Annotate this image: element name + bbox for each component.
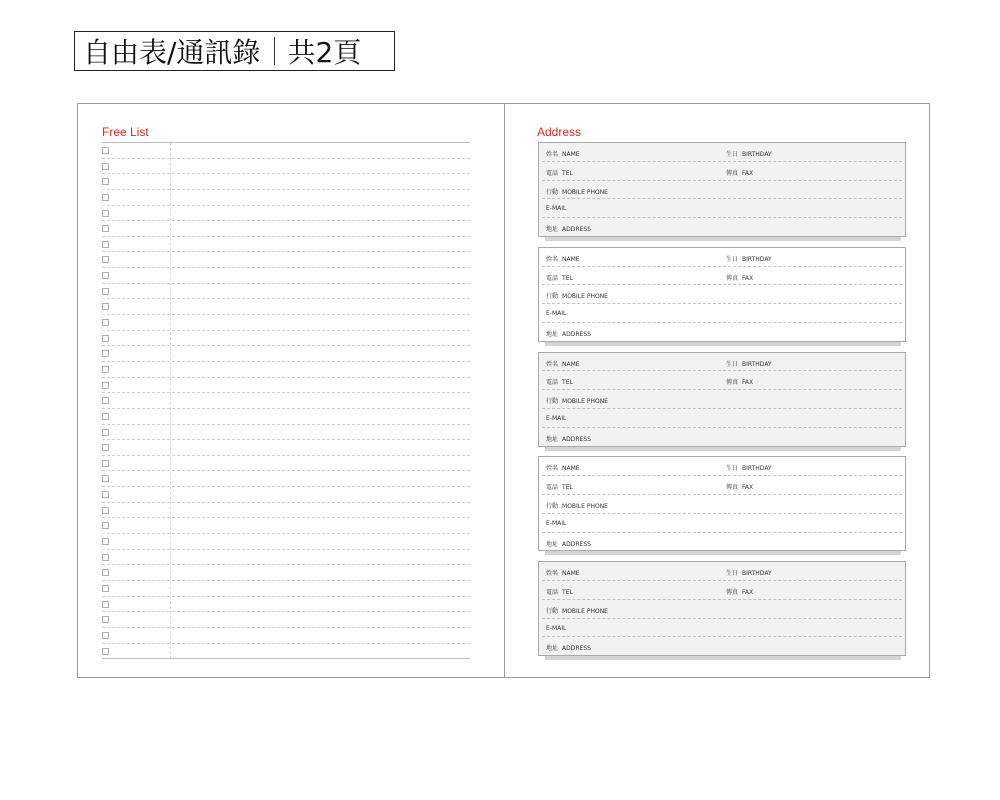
tel-label (546, 168, 573, 177)
checkbox[interactable] (102, 382, 109, 389)
address-title: Address (537, 125, 582, 139)
free-list-row[interactable] (102, 550, 470, 566)
tel-label-zh: 電話 (546, 274, 559, 282)
tel-label (546, 482, 573, 491)
fax-label-zh: 傳真 (726, 484, 739, 492)
mobile-label-zh: 行動 (546, 188, 559, 196)
address-list (538, 142, 906, 666)
fax-label-en: FAX (742, 484, 754, 492)
free-list-row[interactable] (102, 503, 470, 519)
fax-label (726, 377, 753, 386)
free-list-row[interactable] (102, 378, 470, 394)
mobile-label (546, 187, 608, 196)
name-label (546, 568, 580, 577)
mobile-label-zh: 行動 (546, 607, 559, 615)
mobile-label (546, 606, 608, 615)
free-list-row[interactable] (102, 190, 470, 206)
checkbox[interactable] (102, 554, 109, 561)
free-list-row[interactable] (102, 143, 470, 159)
birthday-label-zh: 生日 (726, 151, 739, 158)
address-card-row[interactable] (542, 533, 902, 552)
email-label (546, 415, 566, 422)
checkbox[interactable] (102, 491, 109, 498)
name-label-zh: 姓名 (546, 570, 559, 578)
checkbox[interactable] (102, 272, 109, 279)
address-card-row[interactable] (542, 181, 902, 200)
free-list-row[interactable] (102, 221, 470, 237)
checkbox[interactable] (102, 444, 109, 451)
birthday-label-en: BIRTHDAY (742, 360, 772, 368)
free-list-row[interactable] (102, 346, 470, 362)
free-list-row[interactable] (102, 471, 470, 487)
free-list-row[interactable] (102, 487, 470, 503)
checkbox[interactable] (102, 256, 109, 263)
email-label (546, 520, 566, 527)
address-label (546, 224, 591, 233)
email-label-en: E-MAIL (546, 205, 567, 213)
birthday-label (726, 149, 772, 158)
free-list-row[interactable] (102, 268, 470, 284)
header-title-left: 自由表/通訊錄 (83, 36, 261, 69)
name-label (546, 359, 580, 368)
free-list-row[interactable] (102, 362, 470, 378)
checkbox[interactable] (102, 616, 109, 623)
address-card-row[interactable] (542, 162, 902, 181)
checkbox[interactable] (102, 319, 109, 326)
address-card-row[interactable] (542, 371, 902, 390)
address-label-en: ADDRESS (562, 330, 591, 338)
free-list-row[interactable] (102, 628, 470, 644)
free-list-row[interactable] (102, 565, 470, 581)
mobile-label-en: MOBILE PHONE (562, 607, 608, 615)
address-card-row[interactable] (542, 199, 902, 218)
address-label (546, 329, 591, 338)
free-list-row[interactable] (102, 174, 470, 190)
mobile-label-zh: 行動 (546, 293, 559, 301)
tel-label-zh: 電話 (546, 379, 559, 387)
checkbox[interactable] (102, 413, 109, 420)
mobile-label-en: MOBILE PHONE (562, 293, 608, 301)
address-card-row[interactable] (542, 267, 902, 286)
address-label-zh: 地址 (546, 330, 559, 338)
checkbox[interactable] (102, 522, 109, 529)
address-card (538, 561, 906, 656)
checkbox[interactable] (102, 147, 109, 154)
free-list-row[interactable] (102, 284, 470, 300)
address-label-en: ADDRESS (562, 645, 591, 653)
page-header-title (74, 31, 395, 71)
address-card (538, 142, 906, 237)
email-label-en: E-MAIL (546, 310, 567, 318)
checkbox[interactable] (102, 601, 109, 608)
free-list-row[interactable] (102, 597, 470, 613)
tel-label-en: TEL (562, 169, 573, 177)
mobile-label-en: MOBILE PHONE (562, 188, 608, 196)
address-label-en: ADDRESS (562, 540, 591, 548)
address-card-row[interactable] (542, 285, 902, 304)
checkbox[interactable] (102, 163, 109, 170)
free-list-row[interactable] (102, 440, 470, 456)
birthday-label (726, 359, 772, 368)
address-card (538, 247, 906, 342)
free-list-row[interactable] (102, 612, 470, 628)
address-label-zh: 地址 (546, 645, 559, 653)
email-label-en: E-MAIL (546, 414, 567, 422)
address-card-row[interactable] (542, 323, 902, 342)
birthday-label (726, 463, 772, 472)
checkbox[interactable] (102, 632, 109, 639)
mobile-label (546, 291, 608, 300)
tel-label-zh: 電話 (546, 169, 559, 177)
address-card-row[interactable] (542, 428, 902, 447)
free-list-row[interactable] (102, 206, 470, 222)
mobile-label-en: MOBILE PHONE (562, 502, 608, 510)
checkbox[interactable] (102, 648, 109, 655)
tel-label-en: TEL (562, 379, 573, 387)
checkbox[interactable] (102, 178, 109, 185)
birthday-label-en: BIRTHDAY (742, 570, 772, 578)
fax-label-en: FAX (742, 169, 754, 177)
address-label (546, 643, 591, 652)
mobile-label-en: MOBILE PHONE (562, 398, 608, 406)
birthday-label-zh: 生日 (726, 255, 739, 263)
address-card-row[interactable] (542, 514, 902, 533)
checkbox[interactable] (102, 429, 109, 436)
tel-label-zh: 電話 (546, 484, 559, 492)
birthday-label-zh: 生日 (726, 360, 739, 368)
fax-label-en: FAX (742, 274, 754, 282)
mobile-label (546, 396, 608, 405)
birthday-label (726, 254, 772, 263)
free-list-row[interactable] (102, 237, 470, 253)
free-list-row[interactable] (102, 393, 470, 409)
free-list-row[interactable] (102, 159, 470, 175)
address-label-zh: 地址 (546, 226, 559, 234)
free-list-row[interactable] (102, 252, 470, 268)
name-label (546, 463, 580, 472)
checkbox[interactable] (102, 194, 109, 201)
name-label-en: NAME (562, 151, 580, 158)
tel-label (546, 273, 573, 282)
address-label (546, 434, 591, 443)
free-list-row[interactable] (102, 581, 470, 597)
free-list-row[interactable] (102, 456, 470, 472)
address-label-zh: 地址 (546, 435, 559, 443)
address-card-row[interactable] (542, 457, 902, 476)
birthday-label-en: BIRTHDAY (742, 465, 772, 473)
free-list-row[interactable] (102, 315, 470, 331)
free-list-row[interactable] (102, 425, 470, 441)
page-divider (504, 104, 505, 677)
birthday-label (726, 568, 772, 577)
address-card-row[interactable] (542, 619, 902, 638)
checkbox[interactable] (102, 507, 109, 514)
name-label-en: NAME (562, 360, 580, 368)
email-label (546, 310, 566, 317)
header-separator (274, 37, 275, 65)
address-card-row[interactable] (542, 495, 902, 514)
mobile-label (546, 501, 608, 510)
name-label (546, 149, 580, 158)
checkbox[interactable] (102, 366, 109, 373)
name-label-zh: 姓名 (546, 151, 559, 158)
address-card-row[interactable] (542, 143, 902, 162)
birthday-label-en: BIRTHDAY (742, 151, 772, 158)
email-label-en: E-MAIL (546, 519, 567, 527)
free-list-row[interactable] (102, 518, 470, 534)
address-card-row[interactable] (542, 248, 902, 267)
checkbox[interactable] (102, 210, 109, 217)
name-label-zh: 姓名 (546, 255, 559, 263)
address-card (538, 352, 906, 447)
address-label-en: ADDRESS (562, 435, 591, 443)
fax-label-zh: 傳真 (726, 379, 739, 387)
free-list (102, 142, 470, 659)
tel-label (546, 587, 573, 596)
address-card-row[interactable] (542, 409, 902, 428)
checkbox[interactable] (102, 569, 109, 576)
fax-label (726, 273, 753, 282)
free-list-row[interactable] (102, 331, 470, 347)
fax-label-zh: 傳真 (726, 274, 739, 282)
checkbox[interactable] (102, 538, 109, 545)
address-label (546, 539, 591, 548)
address-card (538, 456, 906, 551)
birthday-label-en: BIRTHDAY (742, 255, 772, 263)
email-label (546, 625, 566, 632)
address-card-row[interactable] (542, 218, 902, 237)
address-card-row[interactable] (542, 637, 902, 656)
fax-label-zh: 傳真 (726, 588, 739, 596)
address-card-row[interactable] (542, 304, 902, 323)
fax-label-en: FAX (742, 588, 754, 596)
birthday-label-zh: 生日 (726, 570, 739, 578)
checkbox[interactable] (102, 225, 109, 232)
checkbox[interactable] (102, 475, 109, 482)
tel-label-en: TEL (562, 484, 573, 492)
tel-label-en: TEL (562, 274, 573, 282)
address-card-row[interactable] (542, 353, 902, 372)
address-label-zh: 地址 (546, 540, 559, 548)
checkbox[interactable] (102, 335, 109, 342)
checkbox[interactable] (102, 350, 109, 357)
fax-label (726, 168, 753, 177)
name-label-zh: 姓名 (546, 465, 559, 473)
address-card-row[interactable] (542, 600, 902, 619)
tel-label-zh: 電話 (546, 588, 559, 596)
fax-label-zh: 傳真 (726, 169, 739, 177)
header-title-right: 共2頁 (287, 36, 362, 69)
name-label (546, 254, 580, 263)
address-card-row[interactable] (542, 476, 902, 495)
free-list-row[interactable] (102, 644, 470, 660)
free-list-row[interactable] (102, 299, 470, 315)
fax-label-en: FAX (742, 379, 754, 387)
checkbox[interactable] (102, 303, 109, 310)
birthday-label-zh: 生日 (726, 465, 739, 473)
checkbox[interactable] (102, 241, 109, 248)
checkbox[interactable] (102, 397, 109, 404)
tel-label (546, 377, 573, 386)
tel-label-en: TEL (562, 588, 573, 596)
name-label-en: NAME (562, 465, 580, 473)
notebook-spread (77, 103, 930, 678)
checkbox[interactable] (102, 585, 109, 592)
email-label (546, 205, 566, 212)
checkbox[interactable] (102, 288, 109, 295)
email-label-en: E-MAIL (546, 624, 567, 632)
mobile-label-zh: 行動 (546, 502, 559, 510)
name-label-en: NAME (562, 255, 580, 263)
free-list-row[interactable] (102, 409, 470, 425)
fax-label (726, 482, 753, 491)
name-label-zh: 姓名 (546, 360, 559, 368)
name-label-en: NAME (562, 570, 580, 578)
address-card-row[interactable] (542, 581, 902, 600)
free-list-row[interactable] (102, 534, 470, 550)
address-card-row[interactable] (542, 390, 902, 409)
address-card-row[interactable] (542, 562, 902, 581)
mobile-label-zh: 行動 (546, 398, 559, 406)
fax-label (726, 587, 753, 596)
checkbox[interactable] (102, 460, 109, 467)
address-label-en: ADDRESS (562, 226, 591, 234)
free-list-title: Free List (102, 125, 149, 139)
